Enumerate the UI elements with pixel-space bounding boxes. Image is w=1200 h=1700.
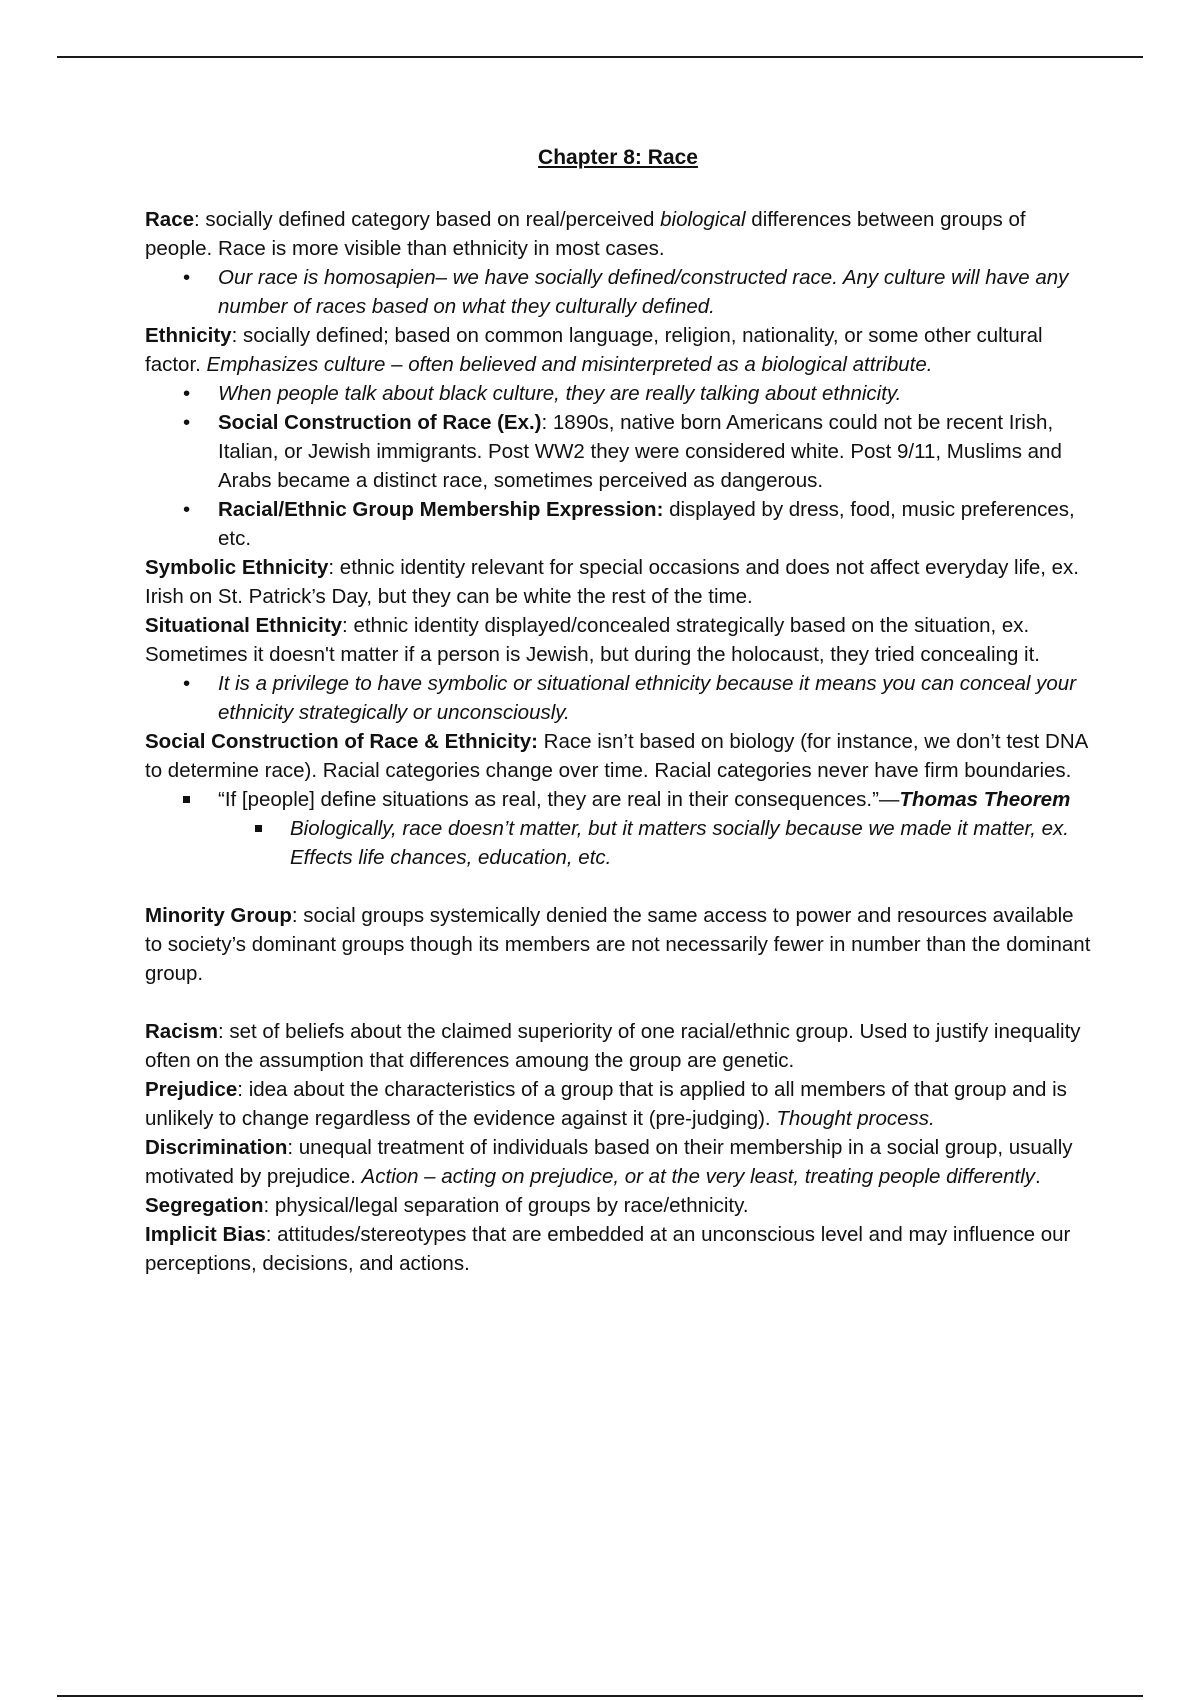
minority-group-paragraph: Minority Group: social groups systemically denied the same access to power and resources available to society’s dominant groups though its members are not necessarily fewer in number than the dominant group. bbox=[145, 904, 1091, 985]
thomas-theorem-bullet: “If [people] define situations as real, they are real in their consequences.”—Thomas Theorem bbox=[145, 785, 1095, 814]
page-title: Chapter 8: Race bbox=[538, 146, 698, 169]
race-def-a: : socially defined category based on real/perceived bbox=[194, 208, 661, 231]
implicit-bias-paragraph: Implicit Bias: attitudes/stereotypes that are embedded at an unconscious level and may influence our perceptions, decisions, and actions. bbox=[145, 1223, 1071, 1275]
race-bullet: • Our race is homosapien– we have socially defined/constructed race. Any culture will have any number of races based on what they culturally defined. bbox=[145, 263, 1095, 321]
ethnicity-term: Ethnicity bbox=[145, 324, 232, 347]
bullet-icon: • bbox=[183, 382, 191, 405]
race-paragraph bbox=[145, 205, 1095, 263]
header-rule bbox=[57, 56, 1143, 58]
social-construction-paragraph: Social Construction of Race & Ethnicity: Race isn’t based on biology (for instance, we don’t test DNA to determine race). Racial categories change over time. Racial categories never have firm boundaries. bbox=[145, 730, 1088, 782]
ethnicity-paragraph: Ethnicity: socially defined; based on common language, religion, nationality, or some other cultural factor. Emphasizes culture – often believed and misinterpreted as a biological attribute. bbox=[145, 324, 1043, 376]
segregation-paragraph: Segregation: physical/legal separation of groups by race/ethnicity. bbox=[145, 1194, 749, 1217]
discrimination-paragraph: Discrimination: unequal treatment of individuals based on their membership in a social group, usually motivated by prejudice. Action – acting on prejudice, or at the very least, treating people differently. bbox=[145, 1136, 1073, 1188]
symbolic-ethnicity-paragraph: Symbolic Ethnicity: ethnic identity relevant for special occasions and does not affect everyday life, ex. Irish on St. Patrick’s Day, but they can be white the rest of the time. bbox=[145, 556, 1079, 608]
race-def-italic: biological bbox=[660, 208, 746, 231]
situational-ethnicity-paragraph: Situational Ethnicity: ethnic identity displayed/concealed strategically based on the situation, ex. Sometimes it doesn't matter if a person is Jewish, but during the holocaust, they tried concealing it. bbox=[145, 614, 1040, 666]
bullet-icon: • bbox=[183, 411, 191, 434]
bullet-icon: • bbox=[183, 498, 191, 521]
thomas-theorem-sub-bullet: Biologically, race doesn’t matter, but it matters socially because we made it matter, ex. Effects life chances, education, etc. bbox=[145, 814, 1095, 872]
situational-bullet: • It is a privilege to have symbolic or situational ethnicity because it means you can conceal your ethnicity strategically or unconsciously. bbox=[145, 669, 1095, 727]
footer-rule bbox=[57, 1695, 1143, 1697]
ethnicity-bullet-3: • Racial/Ethnic Group Membership Expression: displayed by dress, food, music preferences, etc. bbox=[145, 495, 1095, 553]
race-def-b: differences between groups of people. Race is more visible than ethnicity in most cases. bbox=[145, 208, 1026, 260]
ethnicity-bullet-2: • Social Construction of Race (Ex.): 1890s, native born Americans could not be recent Irish, Italian, or Jewish immigrants. Post WW2 they were considered white. Post 9/11, Muslims and Arabs became a distinct race, sometimes perceived as dangerous. bbox=[145, 408, 1095, 495]
race-term: Race bbox=[145, 208, 195, 231]
square-bullet-icon bbox=[183, 785, 190, 814]
racism-paragraph: Racism: set of beliefs about the claimed superiority of one racial/ethnic group. Used to justify inequality often on the assumption that differences amoung the group are genetic. bbox=[145, 1020, 1081, 1072]
square-bullet-icon bbox=[255, 814, 262, 843]
bullet-icon: • bbox=[183, 266, 191, 289]
prejudice-paragraph: Prejudice: idea about the characteristics of a group that is applied to all members of that group and is unlikely to change regardless of the evidence against it (pre-judging). Thought process. bbox=[145, 1078, 1067, 1130]
ethnicity-bullet-1: • When people talk about black culture, they are really talking about ethnicity. bbox=[145, 379, 1095, 408]
bullet-icon: • bbox=[183, 672, 191, 695]
document-body bbox=[145, 205, 1095, 1278]
